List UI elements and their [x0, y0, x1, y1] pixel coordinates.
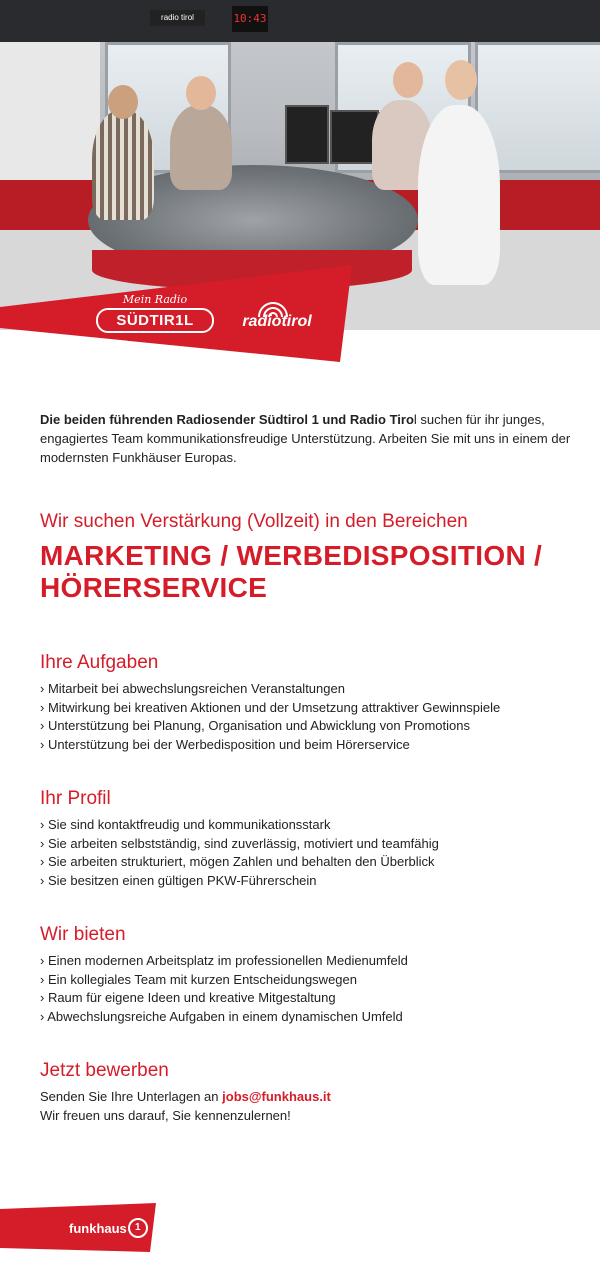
apply-line-2: Wir freuen uns darauf, Sie kennenzulernen!: [40, 1107, 291, 1123]
list-item: › Unterstützung bei Planung, Organisation und Abwicklung von Promotions: [40, 718, 470, 733]
section-title: Ihre Aufgaben: [40, 652, 159, 673]
list-item: › Ein kollegiales Team mit kurzen Entscheidungswegen: [40, 971, 357, 987]
person-1-head: [108, 85, 138, 119]
intro-bold: Die beiden führenden Radiosender Südtirol 1 und Radio Tiro: [40, 412, 414, 427]
list-item: › Mitarbeit bei abwechslungsreichen Veranstaltungen: [40, 681, 345, 696]
suedtirol1-name: SÜDTIR1L: [96, 308, 214, 333]
list-item: › Sie besitzen einen gültigen PKW-Führerschein: [40, 872, 317, 888]
apply-line-1: [40, 1088, 580, 1107]
studio-station-sign: radio tirol: [150, 10, 205, 26]
studio-ceiling: [0, 0, 600, 42]
job-ad-content: [40, 410, 580, 1123]
person-3-head: [393, 62, 423, 98]
list-item: › Sie arbeiten strukturiert, mögen Zahlen und behalten den Überblick: [40, 854, 435, 869]
section-profil: [40, 788, 580, 890]
person-4-head: [445, 60, 477, 100]
section-bewerben: [40, 1060, 580, 1125]
radiotirol-name: radiotirol: [242, 313, 312, 330]
studio-wall-panel: [0, 42, 100, 182]
list-item: › Unterstützung bei der Werbedisposition und beim Hörerservice: [40, 736, 410, 752]
funkhaus-logo: [69, 1218, 148, 1238]
apply-prefix: Senden Sie Ihre Unterlagen an: [40, 1089, 223, 1104]
person-2: [170, 105, 232, 190]
section-title: Jetzt bewerben: [40, 1060, 169, 1081]
intro-paragraph: [40, 410, 580, 467]
page-title: [40, 540, 580, 604]
funkhaus-mark: 1: [128, 1218, 148, 1238]
person-4: [418, 105, 500, 285]
section-bieten: [40, 924, 580, 1026]
person-1: [92, 110, 154, 220]
section-title: Ihr Profil: [40, 788, 111, 809]
funkhaus-name: funkhaus: [69, 1220, 127, 1236]
section-aufgaben: [40, 652, 580, 754]
list-item: › Einen modernen Arbeitsplatz im professionellen Medienumfeld: [40, 953, 408, 968]
radiotirol-logo: [226, 299, 328, 331]
headline-line-2: HÖRERSERVICE: [40, 572, 268, 603]
studio-monitor: [285, 105, 329, 164]
suedtirol1-tagline: Mein Radio: [122, 293, 188, 306]
headline-line-1: MARKETING / WERBEDISPOSITION /: [40, 540, 543, 571]
person-2-head: [186, 76, 216, 110]
list-item: › Raum für eigene Ideen und kreative Mitgestaltung: [40, 990, 336, 1005]
studio-clock: 10:43: [232, 6, 268, 32]
lead-text: Wir suchen Verstärkung (Vollzeit) in den Bereichen: [40, 511, 468, 532]
list-item: › Abwechslungsreiche Aufgaben in einem dynamischen Umfeld: [40, 1008, 403, 1024]
email-link[interactable]: jobs@funkhaus.it: [222, 1089, 331, 1104]
list-item: › Sie arbeiten selbstständig, sind zuverlässig, motiviert und teamfähig: [40, 835, 439, 851]
intro-rest: l suchen für ihr junges, engagiertes Team kommunikationsfreudige Unterstützung. Arbeiten Sie mit uns in einem der modernsten Funkhäuser Europas.: [40, 412, 571, 465]
list-item: › Sie sind kontaktfreudig und kommunikationsstark: [40, 817, 331, 832]
suedtirol1-logo: [96, 293, 214, 333]
section-title: Wir bieten: [40, 924, 126, 945]
list-item: › Mitwirkung bei kreativen Aktionen und der Umsetzung attraktiver Gewinnspiele: [40, 699, 501, 715]
